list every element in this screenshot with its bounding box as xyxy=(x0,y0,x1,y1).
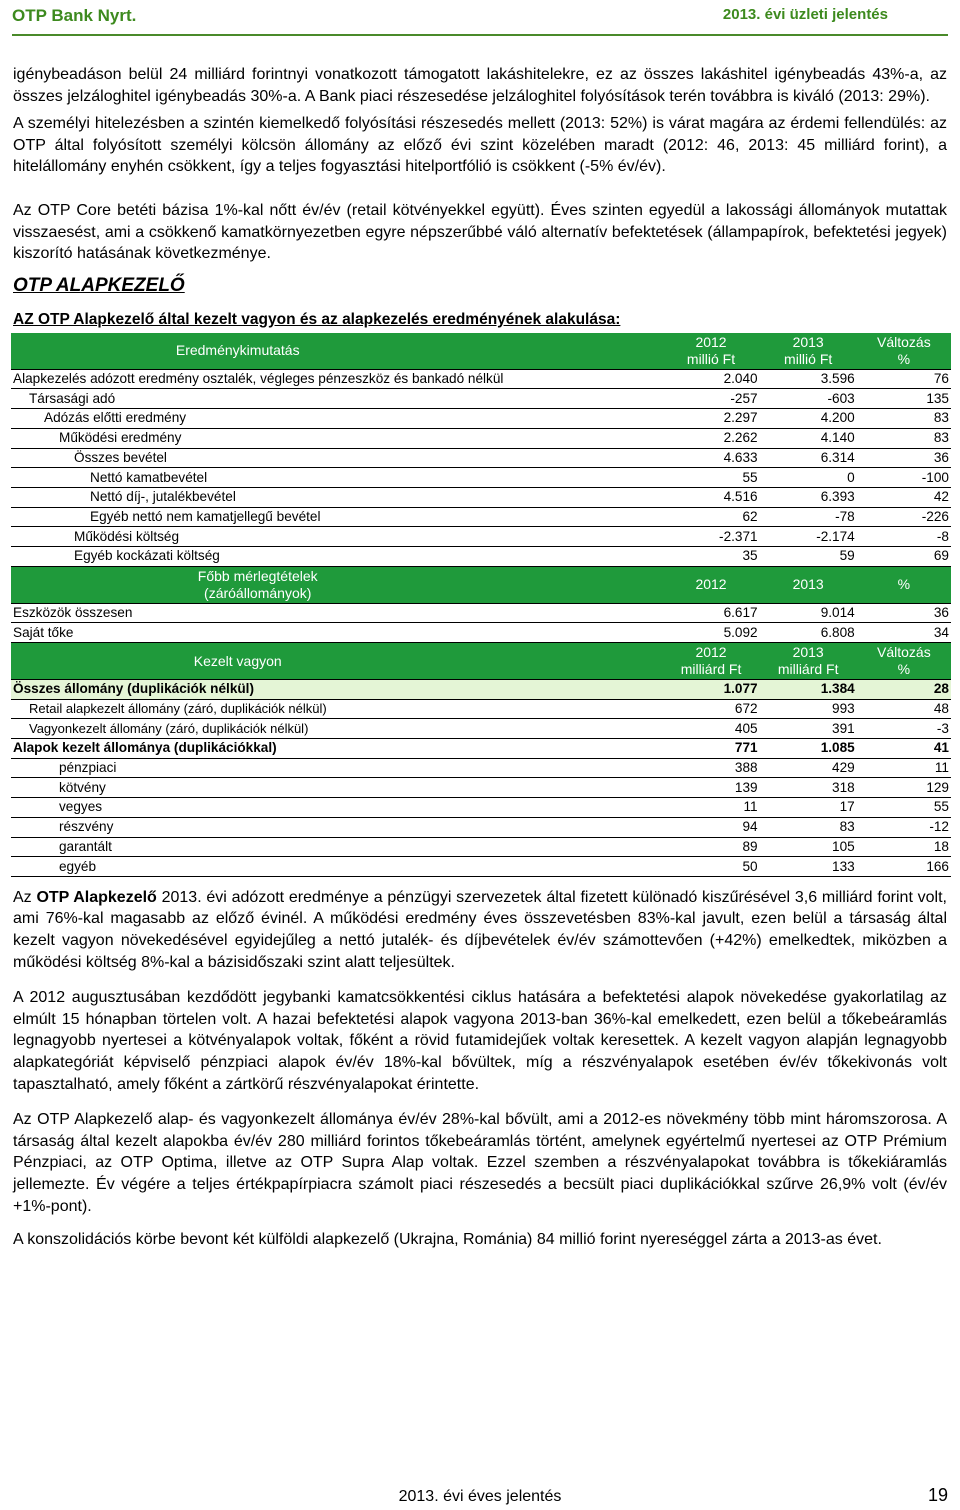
value-cell: 59 xyxy=(760,546,857,566)
value-cell: 388 xyxy=(662,758,759,778)
row-label: Működési költség xyxy=(11,527,662,547)
row-label: Alapkezelés adózott eredmény osztalék, végleges pénzeszköz és bankadó nélkül xyxy=(11,369,662,389)
value-cell: 6.393 xyxy=(760,487,857,507)
value-cell: 318 xyxy=(760,778,857,798)
value-cell: 94 xyxy=(662,817,759,837)
paragraph: A 2012 augusztusában kezdődött jegybanki kamatcsökkentési ciklus hatására a befektetési alapok növekedése gyakorlatilag az elmúlt 15 hónapban törtelen volt. A hazai befektetési alapok vagyona 2013-ban 36%-kal emelkedett, ezen belül a tőkebeáramlás legnagyobb nyertesei a kötvényalapok voltak, főként a rövid futamidejűek voltak keresettek. A kezelt vagyon alapján legnagyobb alapkategóriát képviselő pénzpiaci alapok év/év 18%-kal bővültek, míg a részvényalapok esetében év/év tőkekivonás volt tapasztalható, amely főként a zártkörű részvényalapokat érintette. xyxy=(13,989,947,1093)
value-cell: 429 xyxy=(760,758,857,778)
table-row xyxy=(11,837,951,857)
header-cell: 2012 xyxy=(662,566,759,603)
value-cell: 18 xyxy=(857,837,951,857)
paragraph: A konszolidációs körbe bevont két külföldi alapkezelő (Ukrajna, Románia) 84 millió forint nyereséggel zárta a 2013-as évet. xyxy=(13,1231,882,1249)
row-label: Alapok kezelt állománya (duplikációkkal) xyxy=(11,739,662,759)
table-row xyxy=(11,527,951,547)
row-label: Összes bevétel xyxy=(11,448,662,468)
header-company: OTP Bank Nyrt. xyxy=(12,6,137,25)
paragraph: Az OTP Core betéti bázisa 1%-kal nőtt év/év (retail kötvényekkel együtt). Éves szinten egyedül a lakossági állományok mutattak visszaesést, ami a csökkenő kamatkörnyezetben egyre népszerűbbé váló alternatív befektetések (állampapírok, befektetési jegyek) kiszorító hatásának következménye. xyxy=(13,201,947,263)
table-row xyxy=(11,468,951,488)
table-title: AZ OTP Alapkezelő által kezelt vagyon és az alapkezelés eredményének alakulása: xyxy=(13,310,621,328)
value-cell: 405 xyxy=(662,719,759,739)
row-label: garantált xyxy=(11,837,662,857)
value-cell: 6.617 xyxy=(662,603,759,623)
value-cell: 17 xyxy=(760,798,857,818)
value-cell: -2.174 xyxy=(760,527,857,547)
value-cell: 129 xyxy=(857,778,951,798)
value-cell: 28 xyxy=(857,680,951,700)
header-cell: 2013 milliárd Ft xyxy=(760,643,857,680)
value-cell: -100 xyxy=(857,468,951,488)
value-cell: 6.314 xyxy=(760,448,857,468)
value-cell: 69 xyxy=(857,546,951,566)
table-row xyxy=(11,507,951,527)
table-row xyxy=(11,409,951,429)
row-label: Nettó díj-, jutalékbevétel xyxy=(11,487,662,507)
row-label: Eszközök összesen xyxy=(11,603,662,623)
value-cell: 993 xyxy=(760,699,857,719)
header-cell: Kezelt vagyon xyxy=(11,643,662,680)
paragraph: igénybeadáson belül 24 milliárd forintnyi vonatkozott támogatott lakáshitelekre, ez az összes lakáshitel igénybeadás 43%-a, az összes jelzáloghitel igénybeadás 30%-a. A Bank piaci részesedése jelzáloghitel folyósítások terén továbbra is kiváló (2013: 29%). xyxy=(13,66,947,105)
table-header-row xyxy=(11,333,951,370)
row-label: Adózás előtti eredmény xyxy=(11,409,662,429)
table-row xyxy=(11,389,951,409)
section-title: OTP ALAPKEZELŐ xyxy=(13,274,185,296)
value-cell: 11 xyxy=(662,798,759,818)
table-row xyxy=(11,739,951,759)
table-row xyxy=(11,546,951,566)
value-cell: 36 xyxy=(857,448,951,468)
value-cell: 76 xyxy=(857,369,951,389)
header-cell: 2013 millió Ft xyxy=(760,333,857,370)
table-header-row xyxy=(11,643,951,680)
header-cell: 2012 milliárd Ft xyxy=(662,643,759,680)
value-cell: 391 xyxy=(760,719,857,739)
paragraph-alapkezelo: Az OTP Alapkezelő 2013. évi adózott eredménye a pénzügyi szervezetek által fizetett különadó kiszűrésével 3,6 milliárd forint volt, ami 76%-kal magasabb az előző évinél. A működési eredmény éves összevetésben 83%-kal javult, ezen belül a társaság által kezelt vagyon növekedésével egyidejűleg a nettó jutalék- és díjbevételek év/év számottevően (+42%) emelkedtek, miközben a működési költség 8%-kal a bázisidőszaki szint alatt teljesültek. xyxy=(13,888,947,971)
value-cell: 1.085 xyxy=(760,739,857,759)
value-cell: 4.633 xyxy=(662,448,759,468)
page-header xyxy=(12,0,948,36)
value-cell: 55 xyxy=(857,798,951,818)
header-cell: 2012 millió Ft xyxy=(662,333,759,370)
table-row xyxy=(11,623,951,643)
value-cell: 55 xyxy=(662,468,759,488)
value-cell: 42 xyxy=(857,487,951,507)
value-cell: 6.808 xyxy=(760,623,857,643)
table-header-row xyxy=(11,566,951,603)
value-cell: 9.014 xyxy=(760,603,857,623)
table-row xyxy=(11,778,951,798)
value-cell: 771 xyxy=(662,739,759,759)
value-cell: 1.384 xyxy=(760,680,857,700)
row-label: Vagyonkezelt állomány (záró, duplikációk nélkül) xyxy=(11,719,662,739)
header-cell: Változás % xyxy=(857,643,951,680)
row-label: kötvény xyxy=(11,778,662,798)
table-row xyxy=(11,817,951,837)
header-report-title: 2013. évi üzleti jelentés xyxy=(722,6,888,23)
table-row xyxy=(11,758,951,778)
value-cell: -2.371 xyxy=(662,527,759,547)
value-cell: 0 xyxy=(760,468,857,488)
value-cell: -3 xyxy=(857,719,951,739)
value-cell: 4.200 xyxy=(760,409,857,429)
row-label: Működési eredmény xyxy=(11,428,662,448)
table-row xyxy=(11,680,951,700)
value-cell: -78 xyxy=(760,507,857,527)
table-row xyxy=(11,699,951,719)
page-content xyxy=(13,64,947,1261)
row-label: Összes állomány (duplikációk nélkül) xyxy=(11,680,662,700)
value-cell: 4.140 xyxy=(760,428,857,448)
header-cell: % xyxy=(857,566,951,603)
row-label: részvény xyxy=(11,817,662,837)
table-row xyxy=(11,487,951,507)
row-label: Társasági adó xyxy=(11,389,662,409)
value-cell: 672 xyxy=(662,699,759,719)
value-cell: 36 xyxy=(857,603,951,623)
value-cell: 2.040 xyxy=(662,369,759,389)
value-cell: 139 xyxy=(662,778,759,798)
page-number: 19 xyxy=(927,1485,948,1505)
header-cell: Változás % xyxy=(857,333,951,370)
value-cell: 11 xyxy=(857,758,951,778)
row-label: egyéb xyxy=(11,857,662,877)
bold-company-name: OTP Alapkezelő xyxy=(36,888,157,906)
value-cell: 5.092 xyxy=(662,623,759,643)
header-cell: Főbb mérlegtételek (záróállományok) xyxy=(11,566,662,603)
value-cell: 4.516 xyxy=(662,487,759,507)
footer-title: 2013. évi éves jelentés xyxy=(398,1488,562,1505)
row-label: Egyéb nettó nem kamatjellegű bevétel xyxy=(11,507,662,527)
value-cell: 41 xyxy=(857,739,951,759)
table-row xyxy=(11,857,951,877)
value-cell: -8 xyxy=(857,527,951,547)
row-label: Egyéb kockázati költség xyxy=(11,546,662,566)
value-cell: 35 xyxy=(662,546,759,566)
value-cell: 3.596 xyxy=(760,369,857,389)
row-label: pénzpiaci xyxy=(11,758,662,778)
table-row xyxy=(11,369,951,389)
page-footer xyxy=(12,1482,948,1510)
value-cell: 2.262 xyxy=(662,428,759,448)
table-row xyxy=(11,798,951,818)
header-cell: 2013 xyxy=(760,566,857,603)
row-label: Retail alapkezelt állomány (záró, duplikációk nélkül) xyxy=(11,699,662,719)
value-cell: -257 xyxy=(662,389,759,409)
value-cell: 1.077 xyxy=(662,680,759,700)
value-cell: -12 xyxy=(857,817,951,837)
paragraph: A személyi hitelezésben a szintén kiemelkedő folyósítási részesedés mellett (2013: 52%) is várat magára az érdemi fellendülés: az OTP által folyósított személyi kölcsön állomány az előző évi szint közelében maradt (2012: 46, 2013: 45 milliárd forint), a hitelállomány enyhén csökkent, így a teljes fogyasztási hitelportfólió is csökkent (-5% év/év). xyxy=(13,115,947,176)
header-cell: Eredménykimutatás xyxy=(11,333,662,370)
table-row xyxy=(11,603,951,623)
value-cell: 105 xyxy=(760,837,857,857)
table-row xyxy=(11,719,951,739)
value-cell: 83 xyxy=(857,409,951,429)
value-cell: 48 xyxy=(857,699,951,719)
table-row xyxy=(11,448,951,468)
value-cell: 62 xyxy=(662,507,759,527)
row-label: vegyes xyxy=(11,798,662,818)
value-cell: 34 xyxy=(857,623,951,643)
fund-manager-table xyxy=(11,333,951,877)
value-cell: 135 xyxy=(857,389,951,409)
paragraph: Az OTP Alapkezelő alap- és vagyonkezelt állománya év/év 28%-kal bővült, ami a 2012-es növekmény több mint háromszorosa. A társaság által kezelt alapokba év/év 280 milliárd forintos tőkebeáramlás történt, amelynek egyértelmű nyertesei az OTP Prémium Pénzpiaci, az OTP Optima, illetve az OTP Supra Alap voltak. Ezzel szemben a részvényalapokat továbbra is tőkekiáramlás jellemezte. Év végére a teljes értékpapírpiacra számolt piaci részesedés a becsült piaci duplikációkkal szűrve 26,9% volt (év/év +1%-pont). xyxy=(13,1111,947,1215)
value-cell: 50 xyxy=(662,857,759,877)
value-cell: 2.297 xyxy=(662,409,759,429)
value-cell: 89 xyxy=(662,837,759,857)
value-cell: 133 xyxy=(760,857,857,877)
value-cell: 83 xyxy=(760,817,857,837)
row-label: Saját tőke xyxy=(11,623,662,643)
value-cell: -226 xyxy=(857,507,951,527)
value-cell: 166 xyxy=(857,857,951,877)
value-cell: 83 xyxy=(857,428,951,448)
table-row xyxy=(11,428,951,448)
value-cell: -603 xyxy=(760,389,857,409)
row-label: Nettó kamatbevétel xyxy=(11,468,662,488)
